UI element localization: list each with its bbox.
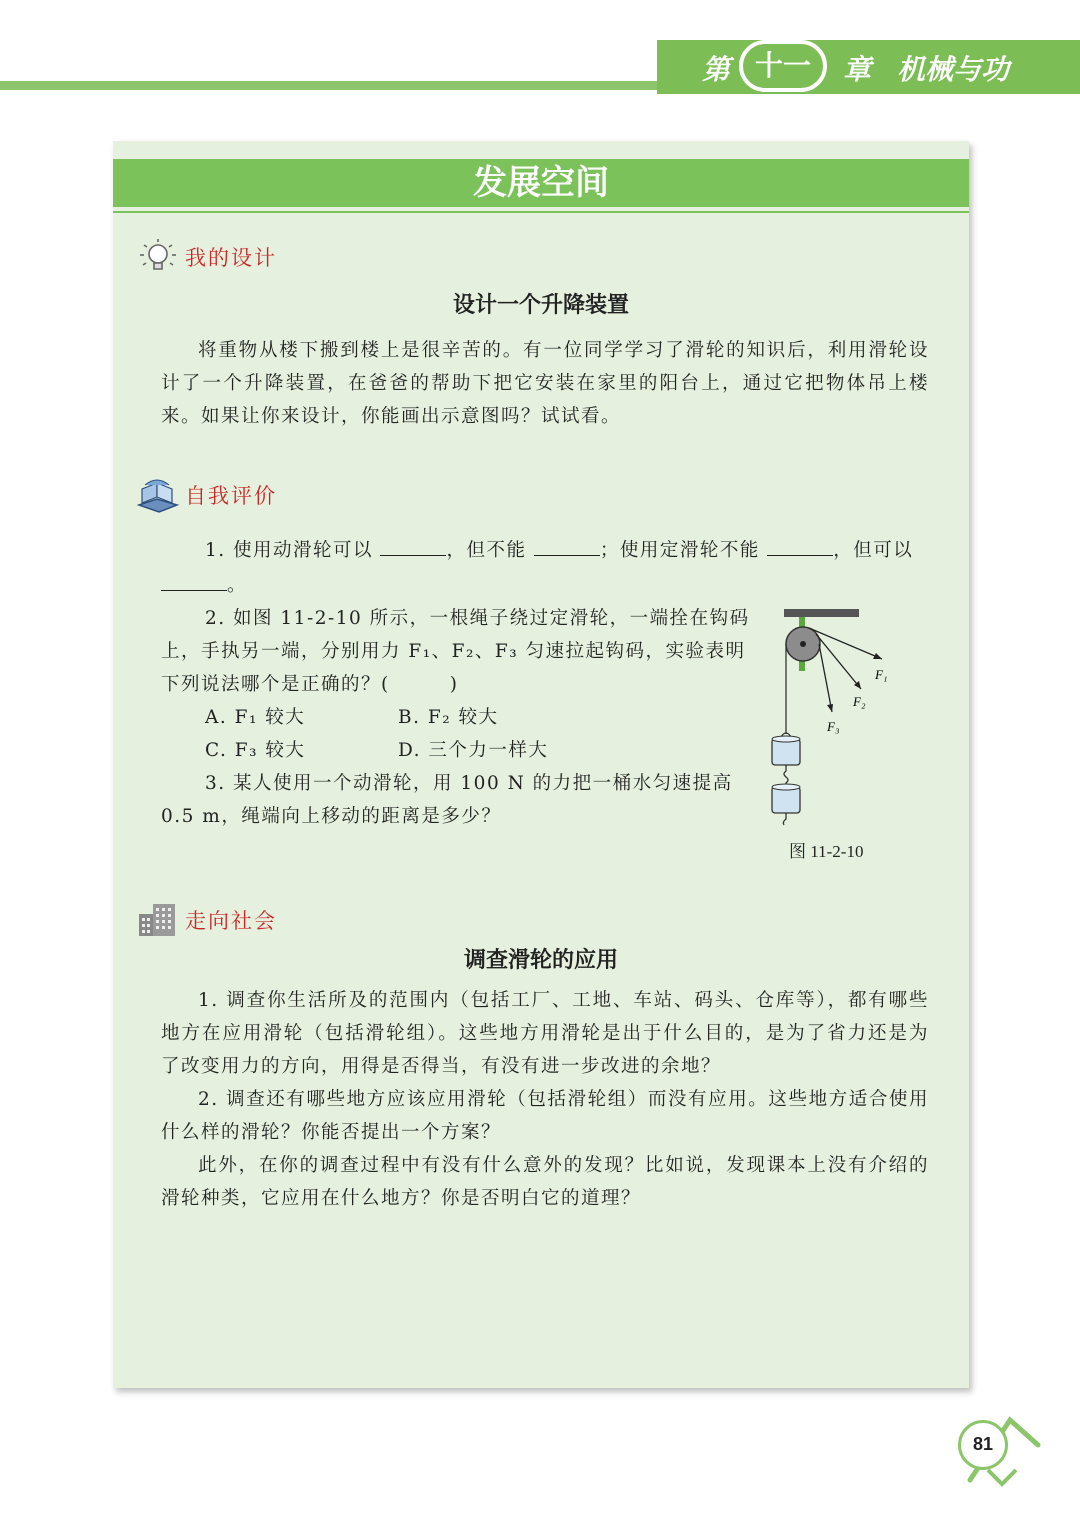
answer-blank — [161, 572, 227, 591]
pulley-figure — [769, 599, 899, 839]
book-icon — [135, 475, 181, 515]
question-2-line: 2. 如图 11-2-10 所示，一根绳子绕过定滑轮，一端拴在钩码 — [205, 608, 750, 629]
section-label: 走向社会 — [185, 909, 277, 933]
q1-text: ；使用定滑轮不能 — [599, 540, 760, 561]
question-3-line: 3. 某人使用一个动滑轮，用 100 N 的力把一桶水匀速提高 — [205, 773, 733, 794]
question-1 — [205, 534, 913, 567]
answer-blank — [534, 537, 600, 556]
option-d: D. 三个力一样大 — [398, 740, 549, 761]
panel-title: 发展空间 — [113, 159, 969, 207]
option-c: C. F₃ 较大 — [205, 740, 306, 761]
chapter-suffix: 章 — [843, 53, 872, 86]
force-label-2: F₂ — [853, 694, 866, 709]
q1-text: 1. 使用动滑轮可以 — [205, 540, 374, 561]
section-society — [135, 900, 277, 940]
q1-text: ，但不能 — [446, 540, 527, 561]
answer-blank — [767, 537, 833, 556]
question-1-end — [161, 569, 247, 602]
q1-text: 。 — [227, 575, 248, 596]
society-paragraph-3: 此外，在你的调查过程中有没有什么意外的发现？比如说，发现课本上没有介绍的滑轮种类，它应用在什么地方？你是否明白它的道理？ — [161, 1155, 929, 1209]
page-number: 81 — [958, 1420, 1008, 1470]
lightbulb-icon — [135, 237, 181, 277]
header-stripe — [0, 81, 660, 90]
building-icon — [135, 900, 181, 940]
chapter-number: 十一 — [739, 40, 827, 92]
answer-blank — [380, 537, 446, 556]
option-a: A. F₁ 较大 — [205, 707, 306, 728]
section-label: 我的设计 — [185, 246, 277, 270]
q1-text: ，但可以 — [833, 540, 914, 561]
question-3-line: 0.5 m，绳端向上移动的距离是多少？ — [161, 806, 502, 827]
question-2-line: 下列说法哪个是正确的？( ) — [161, 674, 459, 695]
society-heading: 调查滑轮的应用 — [463, 948, 618, 973]
chapter-prefix: 第 — [702, 53, 731, 86]
section-self-eval — [135, 475, 277, 515]
force-arrow-3 — [819, 644, 832, 712]
ceiling-beam — [784, 609, 859, 617]
society-paragraph-1: 1. 调查你生活所及的范围内（包括工厂、工地、车站、码头、仓库等），都有哪些地方在应用滑轮（包括滑轮组）。这些地方用滑轮是出于什么目的，是为了省力还是为了改变用力的方向，用得是否得当，有没有进一步改进的余地？ — [161, 990, 929, 1077]
hook-weight-2 — [772, 787, 800, 813]
design-heading: 设计一个升降装置 — [452, 293, 629, 318]
force-label-1: F₁ — [875, 667, 888, 682]
pulley-axle — [800, 641, 806, 647]
force-label-3: F₃ — [827, 719, 840, 734]
design-paragraph: 将重物从楼下搬到楼上是很辛苦的。有一位同学学习了滑轮的知识后，利用滑轮设计了一个升降装置，在爸爸的帮助下把它安装在家里的阳台上，通过它把物体吊上楼来。如果让你来设计，你能画出示意图吗？试试看。 — [161, 340, 929, 427]
chapter-bar — [657, 40, 1080, 94]
hook-weight-1 — [772, 739, 800, 765]
question-2-line: 上，手执另一端，分别用力 F₁、F₂、F₃ 匀速拉起钩码，实验表明 — [161, 641, 746, 662]
section-label: 自我评价 — [185, 484, 277, 508]
society-paragraph-2: 2. 调查还有哪些地方应该应用滑轮（包括滑轮组）而没有应用。这些地方适合使用什么样的滑轮？你能否提出一个方案？ — [161, 1089, 929, 1143]
section-my-design — [135, 237, 277, 277]
figure-caption: 图 11-2-10 — [789, 842, 864, 861]
panel-divider — [113, 211, 969, 213]
option-b: B. F₂ 较大 — [398, 707, 499, 728]
chapter-title: 机械与功 — [897, 53, 1010, 86]
development-panel — [113, 141, 969, 1388]
